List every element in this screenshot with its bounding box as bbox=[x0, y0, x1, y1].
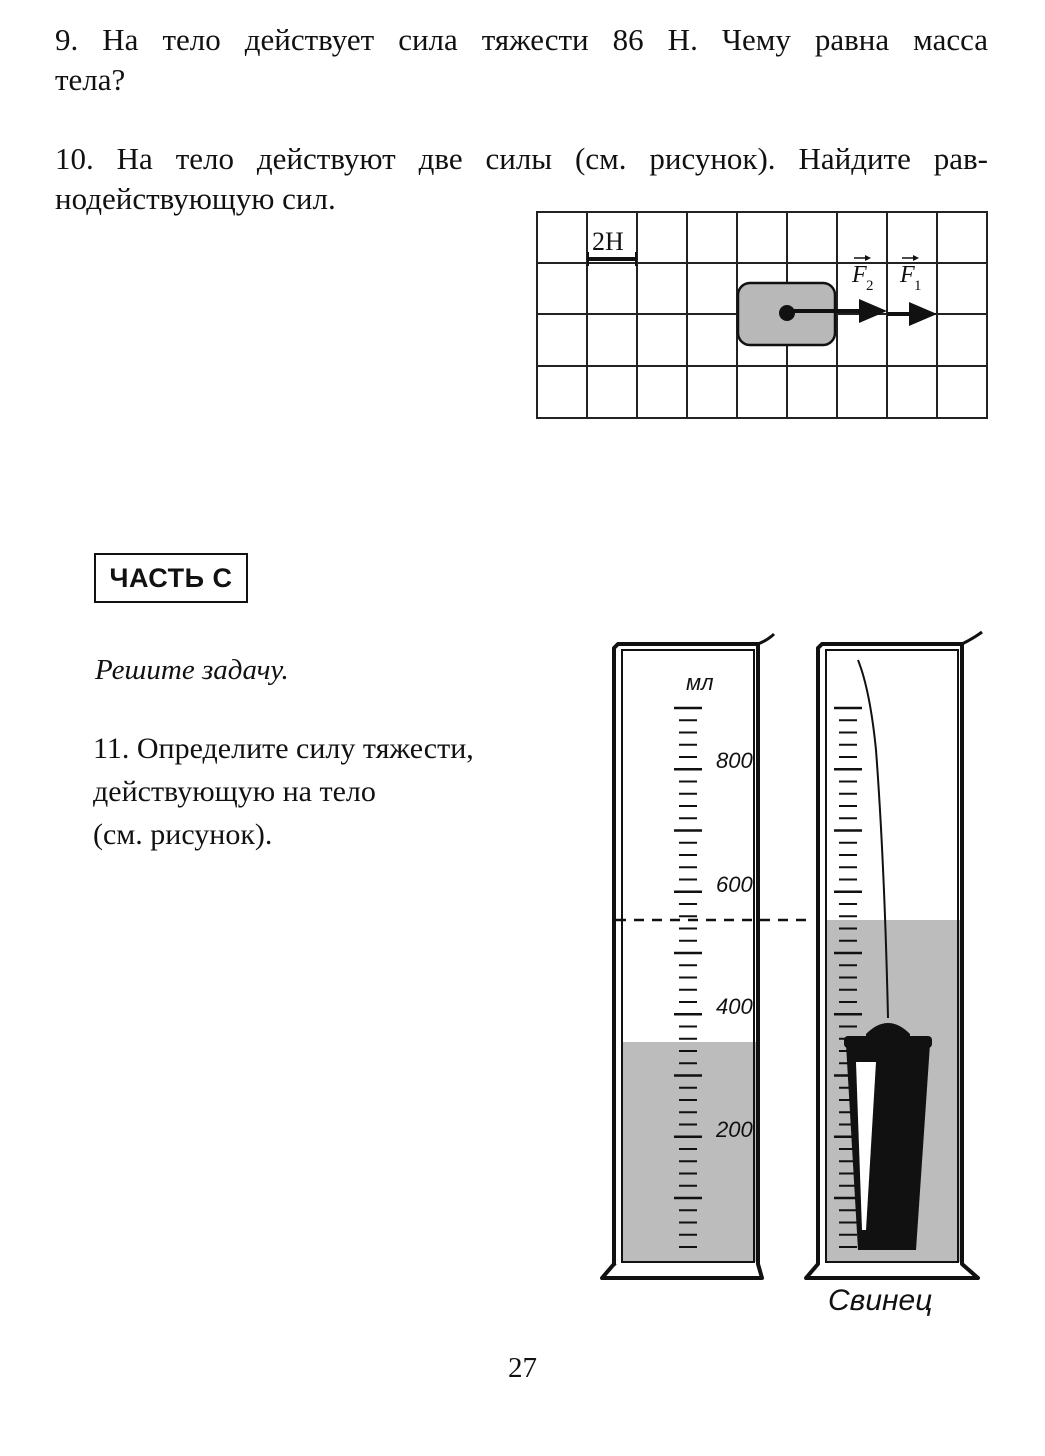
section-heading: ЧАСТЬ С bbox=[94, 553, 248, 603]
object-label: Свинец bbox=[828, 1284, 933, 1317]
scale-label-400: 400 bbox=[716, 994, 753, 1019]
unit-label: мл bbox=[686, 670, 714, 695]
question-10-line-1: 10. На тело действуют две силы (см. рисунок). Найдите рав- bbox=[55, 141, 988, 176]
question-10 bbox=[55, 139, 988, 219]
force2-subscript: 2 bbox=[866, 278, 874, 294]
force1-label: F bbox=[900, 262, 915, 288]
cylinder-right bbox=[806, 632, 982, 1278]
question-11-line-2: действующую на тело bbox=[93, 775, 376, 808]
question-9-line-2: тела? bbox=[55, 62, 126, 97]
force-vector-f1 bbox=[887, 255, 937, 326]
cylinder-left bbox=[602, 634, 774, 1278]
application-point bbox=[779, 305, 795, 321]
force-diagram bbox=[536, 210, 990, 420]
question-11-line-3: (см. рисунок). bbox=[93, 818, 273, 851]
question-10-line-2: нодействующую сил. bbox=[55, 181, 336, 216]
question-9-line-1: 9. На тело действует сила тяжести 86 Н. Чему равна масса bbox=[55, 22, 988, 57]
section-instruction: Решите задачу. bbox=[95, 654, 289, 686]
page-number: 27 bbox=[508, 1352, 537, 1384]
question-9 bbox=[55, 20, 988, 100]
scale-label-800: 800 bbox=[716, 748, 753, 773]
scale-marker bbox=[588, 227, 636, 266]
force2-label: F bbox=[852, 262, 867, 288]
question-11-line-1: 11. Определите силу тяжести, bbox=[93, 732, 474, 765]
scale-label-600: 600 bbox=[716, 872, 753, 897]
scale-label: 2Н bbox=[592, 227, 624, 256]
force1-subscript: 1 bbox=[914, 278, 922, 294]
scale-label-200: 200 bbox=[716, 1117, 753, 1142]
measuring-cylinders-figure bbox=[590, 630, 1000, 1320]
question-11 bbox=[93, 727, 553, 856]
